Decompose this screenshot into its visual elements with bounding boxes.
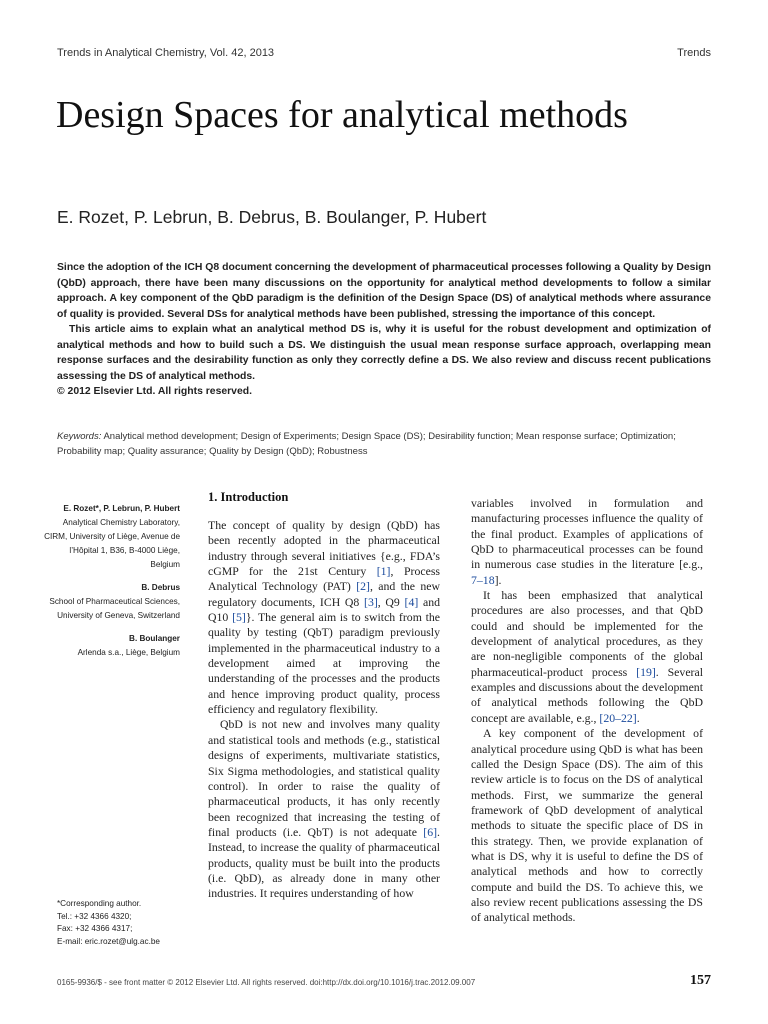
affiliation-2-names: B. Debrus — [141, 583, 180, 592]
abstract-paragraph-1: Since the adoption of the ICH Q8 document concerning the development of pharmaceutical processes following a Quality by Design (QbD) approach, there have been many discussions on the opportunity for analytical method developments to follow a similar approach. A key component of the QbD paradigm is the definition of the Design Space (DS) of analytical methods where assurance of quality is provided. Several DSs for analytical methods have been published, stressing the importance of this concept. — [57, 262, 711, 320]
section-heading: 1. Introduction — [208, 490, 289, 504]
keywords-text: Analytical method development; Design of Experiments; Design Space (DS); Desirability function; Mean response surface; Optimization; Probability map; Quality assurance; Quality by Design (QbD); Robustness — [57, 431, 676, 457]
body-column-2 — [471, 496, 703, 926]
reference-link[interactable]: [5] — [232, 610, 246, 625]
affiliation-1 — [40, 502, 180, 572]
keywords-label: Keywords: — [57, 431, 102, 442]
reference-link[interactable]: [4] — [404, 594, 419, 609]
article-title: Design Spaces for analytical methods — [56, 94, 628, 136]
affiliations — [40, 502, 180, 669]
abstract — [57, 260, 711, 400]
corresponding-email[interactable]: E-mail: eric.rozet@ulg.ac.be — [57, 936, 160, 946]
intro-paragraph-5: A key component of the development of analytical procedure using QbD is what has been called the Design Space (DS). The aim of this review article is to focus on the DS of analytical methods. First, we summarize the general framework of QbD development of analytical methods to situate the specific place of DS in this strategy. Then, we provide explanation of what is DS, why it is useful to define the DS of analytical methods and how to correctly compute and build the DS. To achieve this, we also review recent publications assessing the DS of analytical methods. — [471, 726, 703, 925]
reference-link[interactable]: [6] — [423, 824, 438, 839]
journal-citation: Trends in Analytical Chemistry, Vol. 42, 2013 — [57, 47, 275, 59]
intro-paragraph-4: It has been emphasized that analytical procedures are also processes, and that QbD could and should be implemented for the development of analytical procedures, as they are non-negligible components of the global pharmaceutical-product process [19]. Several examples and discussions about the development of analytical methods following the QbD concept are available, e.g., [20–22]. — [471, 588, 703, 725]
affiliation-2 — [40, 581, 180, 623]
section-label: Trends — [677, 47, 711, 59]
affiliation-1-address: Analytical Chemistry Laboratory, CIRM, University of Liège, Avenue de l’Hôpital 1, B36, B-4000 Liège, Belgium — [44, 518, 180, 569]
author-list: E. Rozet, P. Lebrun, B. Debrus, B. Boulanger, P. Hubert — [57, 207, 487, 227]
copyright-line: © 2012 Elsevier Ltd. All rights reserved. — [57, 386, 252, 397]
footer-doi: 0165-9936/$ - see front matter © 2012 Elsevier Ltd. All rights reserved. doi:http://dx.doi.org/10.1016/j.trac.2012.09.007 — [57, 978, 476, 987]
reference-link[interactable]: [3] — [364, 594, 378, 609]
corresponding-tel: Tel.: +32 4366 4320; — [57, 911, 132, 921]
corresponding-author — [57, 898, 197, 948]
affiliation-3-address: Arlenda s.a., Liège, Belgium — [77, 648, 180, 657]
body-column-1 — [208, 518, 440, 902]
keywords — [57, 429, 717, 459]
reference-link[interactable]: [1] — [376, 564, 391, 579]
reference-link[interactable]: [20–22] — [599, 710, 637, 725]
corresponding-label: *Corresponding author. — [57, 899, 142, 908]
reference-link[interactable]: [19] — [636, 664, 656, 679]
intro-paragraph-2: QbD is not new and involves many quality and statistical tools and methods (e.g., statistical designs of experiments, multivariate statistics, Six Sigma methodologies, and statistical quality control). In order to raise the quality of pharmaceutical products, it has only recently been recognized that increasing the testing of final products (i.e. QbT) is not adequate [6]. Instead, to increase the quality of pharmaceutical products, quality must be built into the products (i.e. QbD), as already done in many other industries. It requires understanding of how — [208, 717, 440, 901]
corresponding-fax: Fax: +32 4366 4317; — [57, 924, 133, 933]
intro-paragraph-1: The concept of quality by design (QbD) has been recently adopted in the pharmaceutical industry through several initiatives {e.g., FDA’s cGMP for the 21st Century [1], Process Analytical Technology (PAT) [2], and the new regulatory documents, ICH Q8 [3], Q9 [4] and Q10 [5]}. The general aim is to switch from the quality by testing (QbT) paradigm previously implemented in the pharmaceutical industry to a development aimed at improving the understanding of the processes and the products and hence improving product quality, process efficiency and regulatory flexibility. — [208, 518, 441, 717]
affiliation-3 — [40, 632, 180, 660]
affiliation-3-names: B. Boulanger — [129, 634, 180, 643]
abstract-paragraph-2: This article aims to explain what an analytical method DS is, why it is useful for the robust development and optimization of analytical methods and how to build such a DS. We distinguish the usual mean response surface approach, overlapping mean response surfaces and the desirability function as only they correctly define a DS. We also review and discuss recent publications assessing the DS of analytical methods. — [57, 324, 711, 382]
page-number: 157 — [690, 973, 711, 988]
reference-link[interactable]: [2] — [356, 579, 370, 594]
affiliation-1-names: E. Rozet*, P. Lebrun, P. Hubert — [63, 504, 180, 513]
intro-paragraph-3: variables involved in formulation and manufacturing processes influence the quality of the final product. Examples of applications of QbD to pharmaceutical processes can be found in numerous case studies in the literature [e.g., 7–18]. — [471, 496, 703, 587]
reference-link[interactable]: 7–18 — [471, 572, 495, 587]
affiliation-2-address: School of Pharmaceutical Sciences, University of Geneva, Switzerland — [49, 597, 180, 620]
